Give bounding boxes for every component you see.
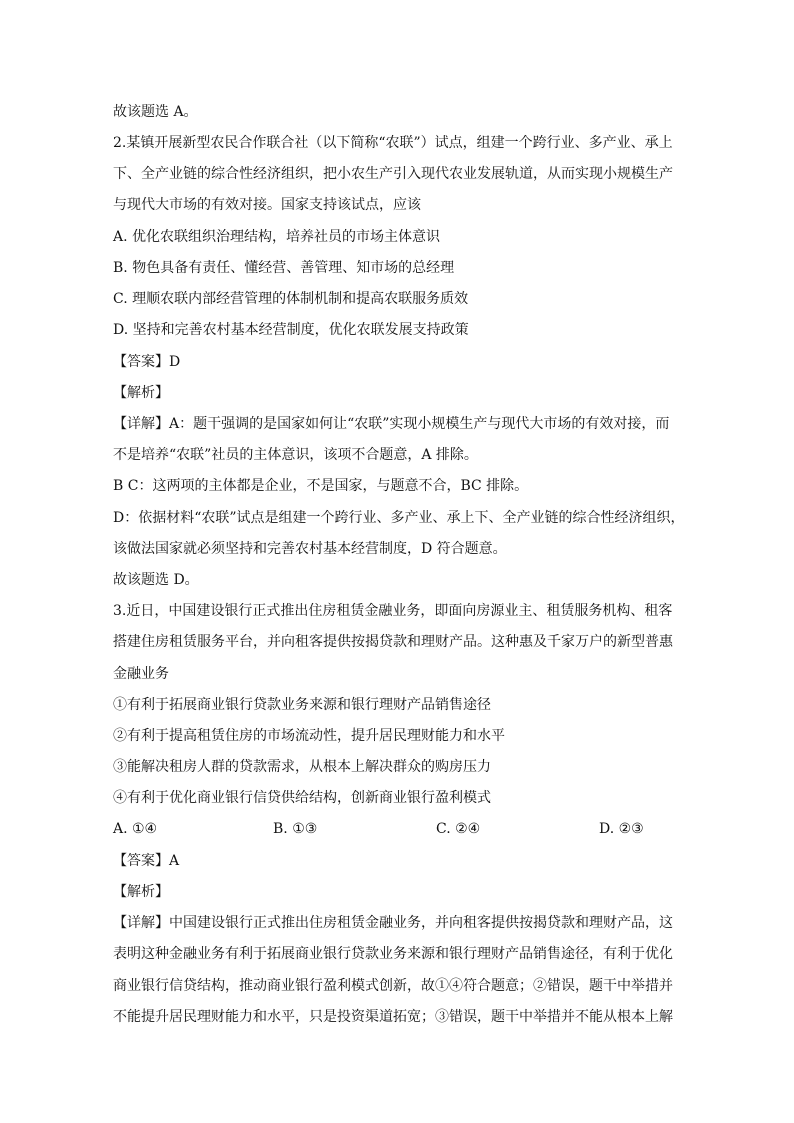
explanation-text: 该做法国家就必须坚持和完善农村基本经营制度，D 符合题意。	[113, 541, 507, 557]
explanation-text: 【详解】中国建设银行正式推出住房租赁金融业务，并向租客提供按揭贷款和理财产品，这	[113, 915, 673, 931]
explanation-text: 表明这种金融业务有利于拓展商业银行贷款业务来源和银行理财产品销售途径，有利于优化	[113, 946, 673, 962]
text-line: 搭建住房租赁服务平台，并向租客提供按揭贷款和理财产品。这种惠及千家万户的新型普惠	[113, 634, 673, 650]
option-d: D. 坚持和完善农村基本经营制度，优化农联发展支持政策	[113, 322, 469, 338]
option-a: A. 优化农联组织治理结构，培养社员的市场主体意识	[113, 229, 441, 245]
choice-a: A. ①④	[113, 821, 158, 837]
text-line: 金融业务	[113, 666, 169, 682]
choice-d: D. ②③	[599, 821, 644, 837]
text-line: 故该题选 A。	[113, 104, 198, 120]
choice-c: C. ②④	[436, 821, 481, 837]
statement-1: ①有利于拓展商业银行贷款业务来源和银行理财产品销售途径	[113, 697, 491, 713]
explanation-text: 不能提升居民理财能力和水平，只是投资渠道拓宽；③错误，题干中举措并不能从根本上解	[113, 1009, 673, 1025]
option-b: B. 物色具备有责任、懂经营、善管理、知市场的总经理	[113, 260, 455, 276]
statement-4: ④有利于优化商业银行信贷供给结构，创新商业银行盈利模式	[113, 790, 491, 806]
question-3-stem: 3.近日，中国建设银行正式推出住房租赁金融业务，即面向房源业主、租赁服务机构、租客	[113, 603, 673, 619]
statement-3: ③能解决租房人群的贷款需求，从根本上解决群众的购房压力	[113, 759, 491, 775]
explanation-text: D：依据材料“农联”试点是组建一个跨行业、多产业、承上下、全产业链的综合性经济组织，	[113, 510, 685, 526]
explanation-text: 商业银行信贷结构，推动商业银行盈利模式创新，故①④符合题意；②错误，题干中举措并	[113, 978, 673, 994]
answer-label: 【答案】D	[113, 354, 181, 370]
option-c: C. 理顺农联内部经营管理的体制机制和提高农联服务质效	[113, 291, 469, 307]
analysis-label: 【解析】	[113, 385, 169, 401]
answer-choices	[113, 820, 683, 838]
answer-label: 【答案】A	[113, 853, 180, 869]
text-line: 与现代大市场的有效对接。国家支持该试点，应该	[113, 197, 421, 213]
text-line: 下、全产业链的综合性经济组织，把小农生产引入现代农业发展轨道，从而实现小规模生产	[113, 166, 673, 182]
explanation-text: 【详解】A：题干强调的是国家如何让“农联”实现小规模生产与现代大市场的有效对接，而	[113, 416, 670, 432]
analysis-label: 【解析】	[113, 884, 169, 900]
statement-2: ②有利于提高租赁住房的市场流动性，提升居民理财能力和水平	[113, 728, 505, 744]
question-2-stem: 2.某镇开展新型农民合作联合社（以下简称“农联”）试点，组建一个跨行业、多产业、承上	[113, 135, 673, 151]
choice-b: B. ①③	[273, 821, 318, 837]
explanation-text: 不是培养“农联”社员的主体意识，该项不合题意，A 排除。	[113, 447, 478, 463]
text-line: 故该题选 D。	[113, 572, 199, 588]
explanation-text: B C：这两项的主体都是企业，不是国家，与题意不合，BC 排除。	[113, 478, 529, 494]
